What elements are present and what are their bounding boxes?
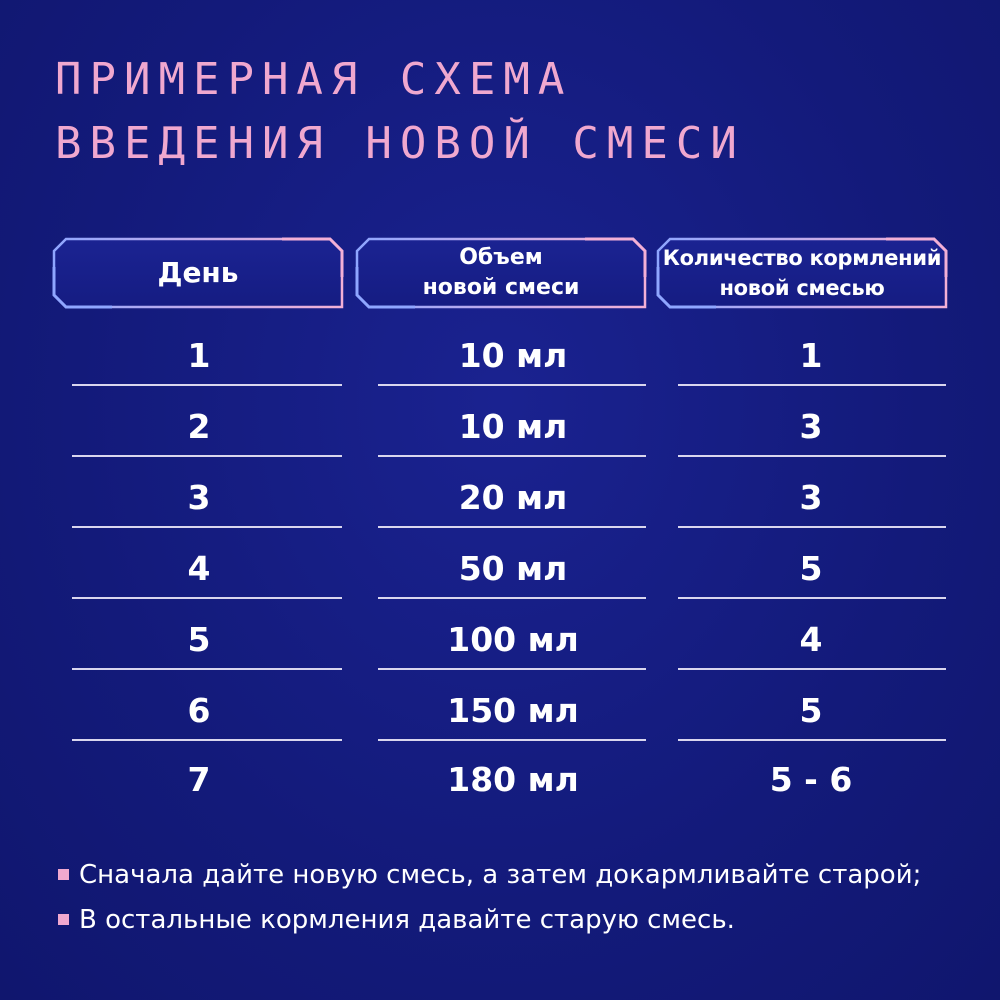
cell-feedings: 3 — [799, 477, 823, 517]
column-header-day — [52, 237, 344, 309]
column-header-feedings — [656, 237, 948, 309]
row-divider — [378, 668, 646, 670]
row-divider — [72, 526, 342, 528]
cell-volume: 20 мл — [458, 477, 568, 517]
row-divider — [678, 384, 946, 386]
row-divider — [72, 668, 342, 670]
cell-day: 1 — [187, 335, 211, 375]
list-item — [58, 897, 978, 942]
table-row — [0, 680, 1000, 751]
header-feedings-line-2: новой смесью — [719, 276, 885, 300]
cell-volume: 180 мл — [447, 759, 579, 799]
row-divider — [72, 597, 342, 599]
cell-feedings: 5 — [799, 548, 823, 588]
header-feedings-line-1: Количество кормлений — [662, 246, 942, 270]
cell-day: 6 — [187, 690, 211, 730]
row-divider — [378, 526, 646, 528]
note-text: Сначала дайте новую смесь, а затем докармливайте старой; — [79, 859, 922, 890]
cell-volume: 10 мл — [458, 406, 568, 446]
list-item — [58, 852, 978, 897]
header-volume-line-2: новой смеси — [422, 275, 580, 300]
table-row — [0, 538, 1000, 609]
row-divider — [678, 668, 946, 670]
title-line-1: ПРИМЕРНАЯ СХЕМА — [55, 54, 573, 105]
column-header-volume — [355, 237, 647, 309]
row-divider — [678, 597, 946, 599]
title-line-2: ВВЕДЕНИЯ НОВОЙ СМЕСИ — [55, 118, 745, 169]
cell-day: 4 — [187, 548, 211, 588]
table-row — [0, 325, 1000, 396]
cell-feedings: 5 - 6 — [769, 759, 853, 799]
table-row — [0, 396, 1000, 467]
cell-feedings: 5 — [799, 690, 823, 730]
header-label-feedings — [656, 237, 948, 309]
notes-list — [58, 852, 978, 942]
row-divider — [378, 739, 646, 741]
table-row — [0, 749, 1000, 820]
row-divider — [678, 739, 946, 741]
square-bullet-icon — [58, 869, 69, 880]
cell-volume: 10 мл — [458, 335, 568, 375]
header-label-day: День — [157, 256, 239, 289]
cell-feedings: 4 — [799, 619, 823, 659]
cell-day: 2 — [187, 406, 211, 446]
cell-feedings: 1 — [799, 335, 823, 375]
header-volume-line-1: Объем — [459, 245, 543, 270]
table-row — [0, 467, 1000, 538]
cell-day: 5 — [187, 619, 211, 659]
cell-day: 3 — [187, 477, 211, 517]
cell-feedings: 3 — [799, 406, 823, 446]
row-divider — [678, 526, 946, 528]
note-text: В остальные кормления давайте старую смесь. — [79, 904, 735, 935]
row-divider — [72, 455, 342, 457]
cell-volume: 50 мл — [458, 548, 568, 588]
row-divider — [72, 739, 342, 741]
row-divider — [72, 384, 342, 386]
row-divider — [378, 384, 646, 386]
cell-volume: 150 мл — [447, 690, 579, 730]
row-divider — [678, 455, 946, 457]
row-divider — [378, 597, 646, 599]
cell-day: 7 — [187, 759, 211, 799]
page-title — [55, 48, 745, 176]
header-label-volume — [355, 237, 647, 309]
row-divider — [378, 455, 646, 457]
square-bullet-icon — [58, 914, 69, 925]
table-row — [0, 609, 1000, 680]
cell-volume: 100 мл — [447, 619, 579, 659]
